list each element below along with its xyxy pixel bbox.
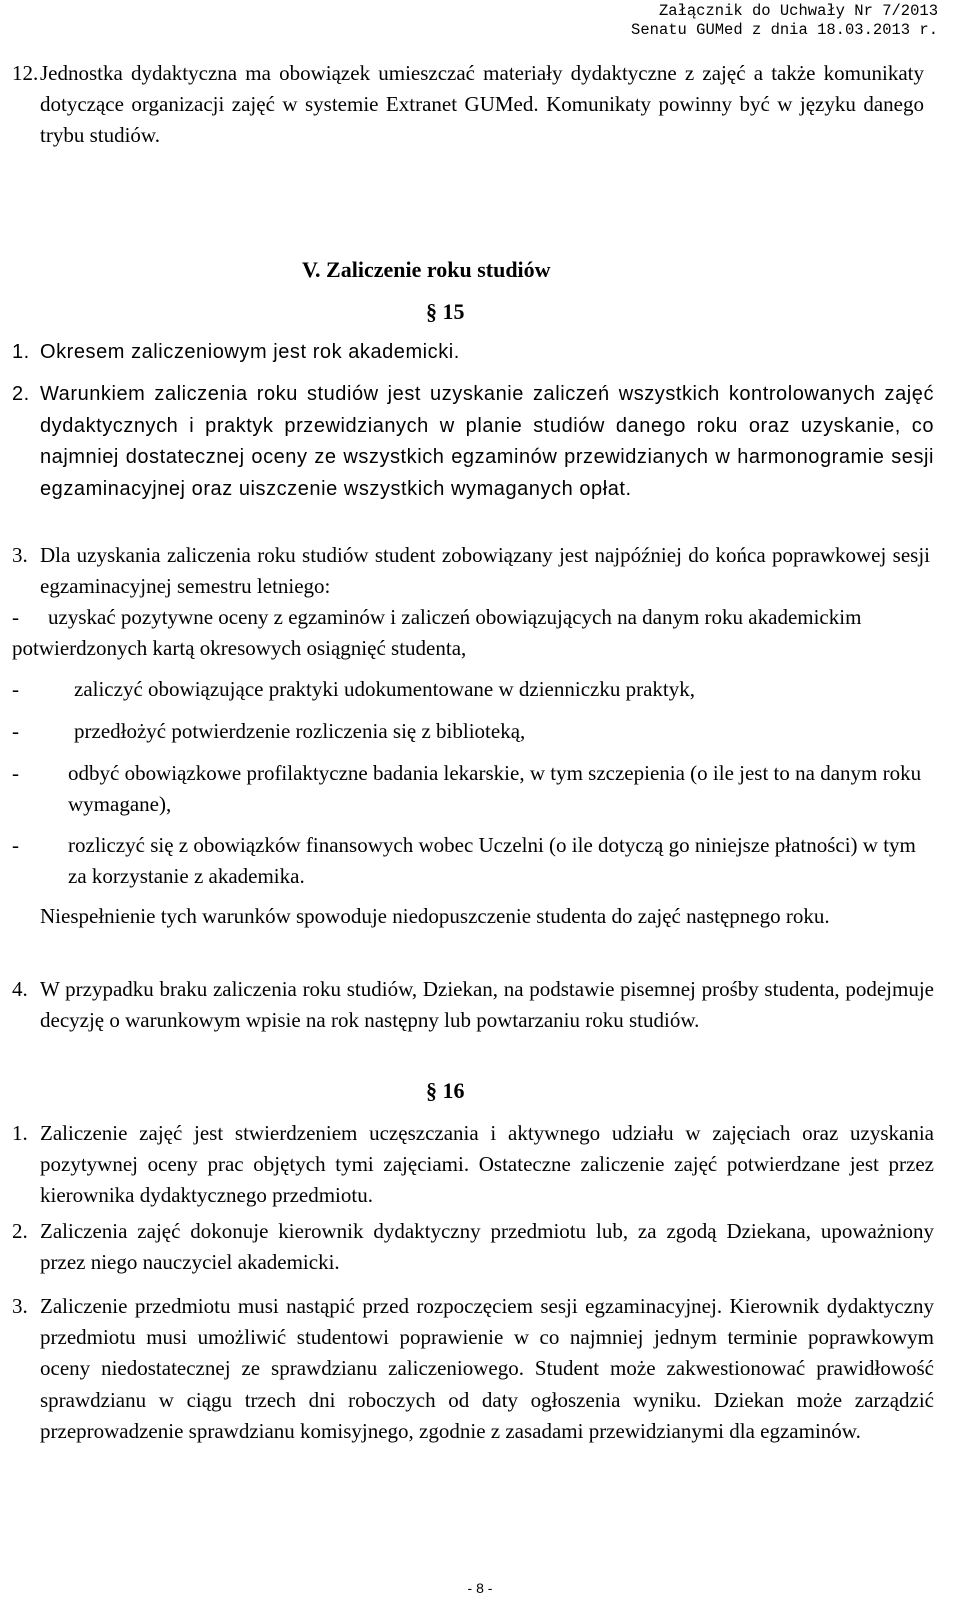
bullet-dash: - xyxy=(12,719,19,743)
s15-p3-closing: Niespełnienie tych warunków spowoduje niedopuszczenie studenta do zajęć następnego roku. xyxy=(40,904,830,928)
item-12-number: 12. xyxy=(12,61,39,85)
header-annex-line: Załącznik do Uchwały Nr 7/2013 xyxy=(658,2,938,20)
s15-p4-number: 4. xyxy=(12,977,28,1001)
page-number: - 8 - xyxy=(467,1580,493,1596)
s16-p3-text: Zaliczenie przedmiotu musi nastąpić przed rozpoczęciem sesji egzaminacyjnej. Kierownik dydaktyczny przedmiotu musi umożliwić studentowi poprawienie w co najmniej jednym terminie poprawkowym oceny niedostatecznej ze sprawdzianu zaliczeniowego. Student może zakwestionować prawidłowość sprawdzianu w ciągu trzech dni roboczych od daty ogłoszenia wyniku. Dziekan może zarządzić przeprowadzenie sprawdzianu komisyjnego, zgodnie z zasadami przewidzianymi dla egzaminów. xyxy=(40,1294,934,1443)
s15-p2-text: Warunkiem zaliczenia roku studiów jest uzyskanie zaliczeń wszystkich kontrolowanych zajęć dydaktycznych i praktyk przewidzianych w planie studiów danego roku oraz uzyskanie, co najmniej dostatecznej oceny ze wszystkich egzaminów przewidzianych w harmonogramie sesji egzaminacyjnej oraz uiszczenie wszystkich wymaganych opłat. xyxy=(40,383,934,500)
bullet-dash: - xyxy=(12,677,19,701)
item-12-text: Jednostka dydaktyczna ma obowiązek umieszczać materiały dydaktyczne z zajęć a także komunikaty dotyczące organizacji zajęć w systemie Extranet GUMed. Komunikaty powinny być w języku danego trybu studiów. xyxy=(40,61,924,148)
s15-p1-text: Okresem zaliczeniowym jest rok akademicki. xyxy=(40,341,460,363)
bullet-dash: - xyxy=(12,605,19,629)
s15-p3-bullet-3: przedłożyć potwierdzenie rozliczenia się z biblioteką, xyxy=(74,719,526,743)
s15-p3-number: 3. xyxy=(12,543,28,567)
s15-p1-number: 1. xyxy=(12,341,30,363)
bullet-dash: - xyxy=(12,761,19,785)
chapter-title: V. Zaliczenie roku studiów xyxy=(302,257,551,282)
s16-p2-text: Zaliczenia zajęć dokonuje kierownik dydaktyczny przedmiotu lub, za zgodą Dziekana, upoważniony przez niego nauczyciel akademicki. xyxy=(40,1219,934,1275)
section-16-heading: § 16 xyxy=(426,1078,465,1103)
s16-p1-number: 1. xyxy=(12,1121,28,1145)
s15-p3-intro: Dla uzyskania zaliczenia roku studiów student zobowiązany jest najpóźniej do końca poprawkowej sesji egzaminacyjnej semestru letniego: xyxy=(40,543,930,599)
document-header xyxy=(631,2,938,40)
bullet-dash: - xyxy=(12,833,19,857)
s15-p3-bullet-1: uzyskać pozytywne oceny z egzaminów i zaliczeń obowiązujących na danym roku akademickim potwierdzonych kartą okresowych osiągnięć studenta, xyxy=(12,605,862,661)
s16-p1-text: Zaliczenie zajęć jest stwierdzeniem uczęszczania i aktywnego udziału w zajęciach oraz uzyskania pozytywnej oceny prac objętych tymi zajęciami. Ostateczne zaliczenie zajęć potwierdzane jest przez kierownika dydaktycznego przedmiotu. xyxy=(40,1121,934,1208)
s15-p3-bullet-2: zaliczyć obowiązujące praktyki udokumentowane w dzienniczku praktyk, xyxy=(74,677,696,701)
header-resolution-line: Senatu GUMed z dnia 18.03.2013 r. xyxy=(631,21,938,39)
s15-p3-bullet-4: odbyć obowiązkowe profilaktyczne badania lekarskie, w tym szczepienia (o ile jest to na danym roku wymagane), xyxy=(68,761,922,817)
s15-p4-text: W przypadku braku zaliczenia roku studiów, Dziekan, na podstawie pisemnej prośby studenta, podejmuje decyzję o warunkowym wpisie na rok następny lub powtarzaniu roku studiów. xyxy=(40,977,934,1033)
section-15-heading: § 15 xyxy=(426,299,465,324)
s15-p2-number: 2. xyxy=(12,383,30,405)
s16-p2-number: 2. xyxy=(12,1219,28,1243)
s15-p3-bullet-5: rozliczyć się z obowiązków finansowych wobec Uczelni (o ile dotyczą go niniejsze płatności) w tym za korzystanie z akademika. xyxy=(68,833,916,889)
s16-p3-number: 3. xyxy=(12,1294,28,1318)
